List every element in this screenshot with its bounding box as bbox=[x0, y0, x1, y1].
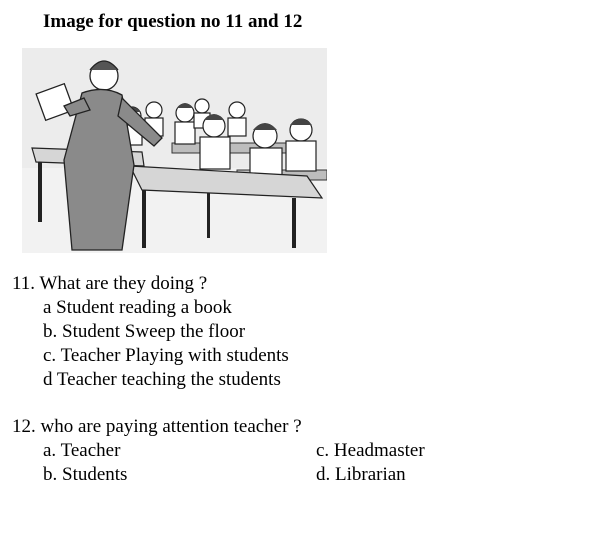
option-12c: c. Headmaster bbox=[316, 440, 425, 461]
option-12b: b. Students bbox=[43, 464, 128, 485]
classroom-illustration bbox=[22, 48, 327, 253]
question-12 bbox=[12, 415, 302, 439]
question-text: What are they doing ? bbox=[39, 273, 208, 294]
question-text: who are paying attention teacher ? bbox=[40, 416, 302, 437]
option-11c: c. Teacher Playing with students bbox=[43, 345, 289, 366]
option-11d: d Teacher teaching the students bbox=[43, 369, 281, 390]
option-12d: d. Librarian bbox=[316, 464, 406, 485]
heading: Image for question no 11 and 12 bbox=[43, 11, 303, 32]
option-11b: b. Student Sweep the floor bbox=[43, 321, 246, 342]
question-number: 12. bbox=[12, 416, 36, 437]
option-12a: a. Teacher bbox=[43, 440, 121, 461]
option-11a: a Student reading a book bbox=[43, 297, 232, 318]
question-11 bbox=[12, 272, 207, 296]
question-number: 11. bbox=[12, 273, 36, 294]
